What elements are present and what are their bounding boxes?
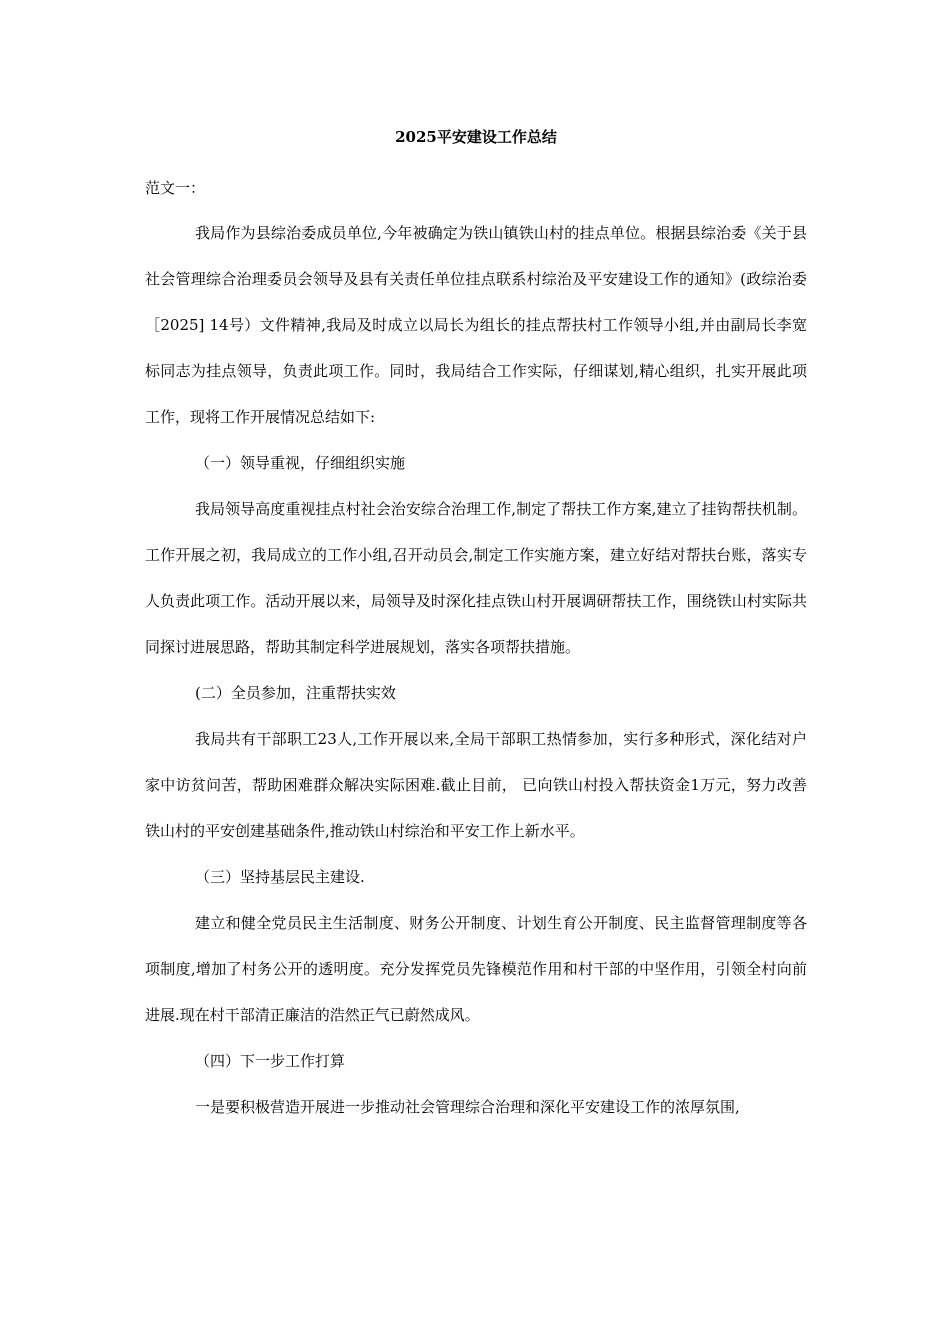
paragraph-section-4: 一是要积极营造开展进一步推动社会管理综合治理和深化平安建设工作的浓厚氛围, [195,1098,740,1116]
section-heading-2: (二）全员参加，注重帮扶实效 [195,684,396,702]
section-heading-1: （一）领导重视，仔细组织实施 [195,454,406,472]
paragraph-section-3: 建立和健全党员民主生活制度、财务公开制度、计划生育公开制度、民主监督管理制度等各项制度,增加了村务公开的透明度。充分发挥党员先锋模范作用和村干部的中坚作用，引领全村向前进展.现在村干部清正廉洁的浩然正气已蔚然成风。 [145,914,807,1024]
section-heading-4: （四）下一步工作打算 [195,1052,346,1070]
document-body [145,124,807,1130]
section-heading-3: （三）坚持基层民主建设. [195,868,365,886]
document-title: 2025平安建设工作总结 [395,128,557,146]
paragraph-intro: 我局作为县综治委成员单位,今年被确定为铁山镇铁山村的挂点单位。根据县综治委《关于县社会管理综合治理委员会领导及县有关责任单位挂点联系村综治及平安建设工作的通知》(政综治委［2025] 14号）文件精神,我局及时成立以局长为组长的挂点帮扶村工作领导小组,并由副局长李宽标同志为挂点领导，负责此项工作。同时，我局结合工作实际，仔细谋划,精心组织，扎实开展此项工作，现将工作开展情况总结如下: [145,224,807,426]
sample-label: 范文一： [145,179,206,197]
paragraph-section-1: 我局领导高度重视挂点村社会治安综合治理工作,制定了帮扶工作方案,建立了挂钩帮扶机制。工作开展之初，我局成立的工作小组,召开动员会,制定工作实施方案，建立好结对帮扶台账，落实专人负责此项工作。活动开展以来，局领导及时深化挂点铁山村开展调研帮扶工作，围绕铁山村实际共同探讨进展思路，帮助其制定科学进展规划，落实各项帮扶措施。 [145,500,807,656]
paragraph-section-2: 我局共有干部职工23人,工作开展以来,全局干部职工热情参加，实行多种形式，深化结对户家中访贫问苦，帮助困难群众解决实际困难.截止目前， 已向铁山村投入帮扶资金1万元，努力改善铁山村的平安创建基础条件,推动铁山村综治和平安工作上新水平。 [145,730,807,840]
